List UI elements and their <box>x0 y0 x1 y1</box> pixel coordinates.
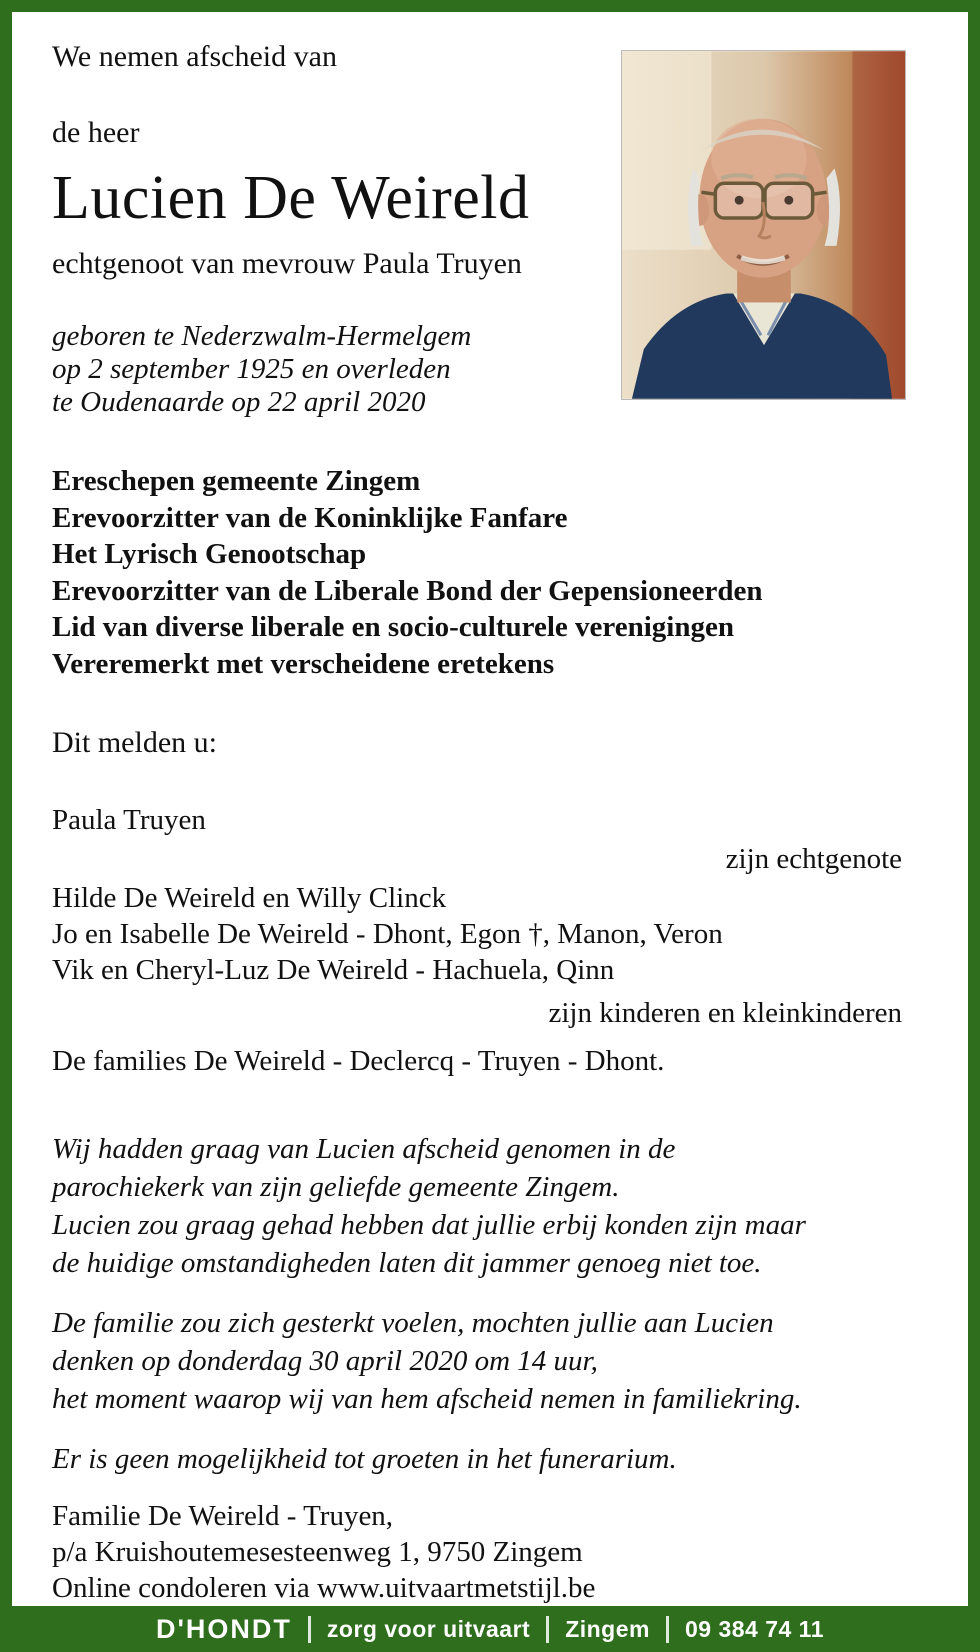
memorial-paragraph-2 <box>52 1304 928 1418</box>
honor-line: Erevoorzitter van de Koninklijke Fanfare <box>52 501 568 534</box>
honor-line: Het Lyrisch Genootschap <box>52 538 367 570</box>
salutation: de heer <box>52 116 140 149</box>
announcement-intro: Dit melden u: <box>52 726 217 759</box>
spouse-name: Paula Truyen <box>52 804 206 836</box>
birth-death-lines <box>52 320 612 419</box>
portrait-image <box>622 51 905 399</box>
children-role: zijn kinderen en kleinkinderen <box>548 997 902 1029</box>
footer-item-phone: 09 384 74 11 <box>666 1616 824 1643</box>
card-content <box>12 12 968 1606</box>
footer-bar <box>0 1606 980 1652</box>
honors-list <box>52 463 928 682</box>
intro-line: We nemen afscheid van <box>52 40 337 73</box>
memorial-line: parochiekerk van zijn geliefde gemeente Zingem. <box>52 1171 620 1203</box>
birth-death-line: te Oudenaarde op 22 april 2020 <box>52 386 426 418</box>
footer-item-tagline: zorg voor uitvaart <box>308 1616 530 1643</box>
birth-death-line: op 2 september 1925 en overleden <box>52 353 451 385</box>
child-line: Vik en Cheryl-Luz De Weireld - Hachuela, Qinn <box>52 954 615 986</box>
memorial-paragraph-1 <box>52 1130 928 1282</box>
family-address: p/a Kruishoutemesesteenweg 1, 9750 Zingem <box>52 1536 583 1568</box>
memorial-line: Wij hadden graag van Lucien afscheid genomen in de <box>52 1133 676 1165</box>
honor-line: Lid van diverse liberale en socio-culturele verenigingen <box>52 611 734 643</box>
funerarium-line: Er is geen mogelijkheid tot groeten in het funerarium. <box>52 1443 677 1475</box>
memorial-line: het moment waarop wij van hem afscheid nemen in familiekring. <box>52 1383 802 1415</box>
honor-line: Ereschepen gemeente Zingem <box>52 465 421 497</box>
memorial-line: Lucien zou graag gehad hebben dat jullie erbij konden zijn maar <box>52 1209 806 1241</box>
children-list <box>52 880 928 988</box>
funeral-home-brand: D'HONDT <box>156 1613 292 1644</box>
birth-death-line: geboren te Nederzwalm-Hermelgem <box>52 320 472 352</box>
memorial-line: de huidige omstandigheden laten dit jammer genoeg niet toe. <box>52 1247 762 1279</box>
memorial-line: De familie zou zich gesterkt voelen, mochten jullie aan Lucien <box>52 1307 774 1339</box>
footer-item-city: Zingem <box>546 1616 650 1643</box>
memorial-line: denken op donderdag 30 april 2020 om 14 uur, <box>52 1345 598 1377</box>
condolence-url[interactable]: www.uitvaartmetstijl.be <box>316 1572 596 1604</box>
child-line: Hilde De Weireld en Willy Clinck <box>52 882 447 914</box>
family-signature: Familie De Weireld - Truyen, <box>52 1500 394 1532</box>
honor-line: Vereremerkt met verscheidene eretekens <box>52 647 555 680</box>
condolence-prefix: Online condoleren via <box>52 1572 317 1604</box>
deceased-name: Lucien De Weireld <box>52 164 530 232</box>
condolence-line <box>52 1570 928 1606</box>
portrait-photo <box>621 50 906 400</box>
spouse-role: zijn echtgenote <box>725 843 902 875</box>
spouse-line: echtgenoot van mevrouw Paula Truyen <box>52 247 522 280</box>
families-line: De families De Weireld - Declercq - Truyen - Dhont. <box>52 1045 665 1077</box>
deceased-header <box>52 114 612 284</box>
child-line: Jo en Isabelle De Weireld - Dhont, Egon †, Manon, Veron <box>52 918 723 950</box>
contact-block <box>52 1498 928 1606</box>
honor-line: Erevoorzitter van de Liberale Bond der Gepensioneerden <box>52 574 763 607</box>
